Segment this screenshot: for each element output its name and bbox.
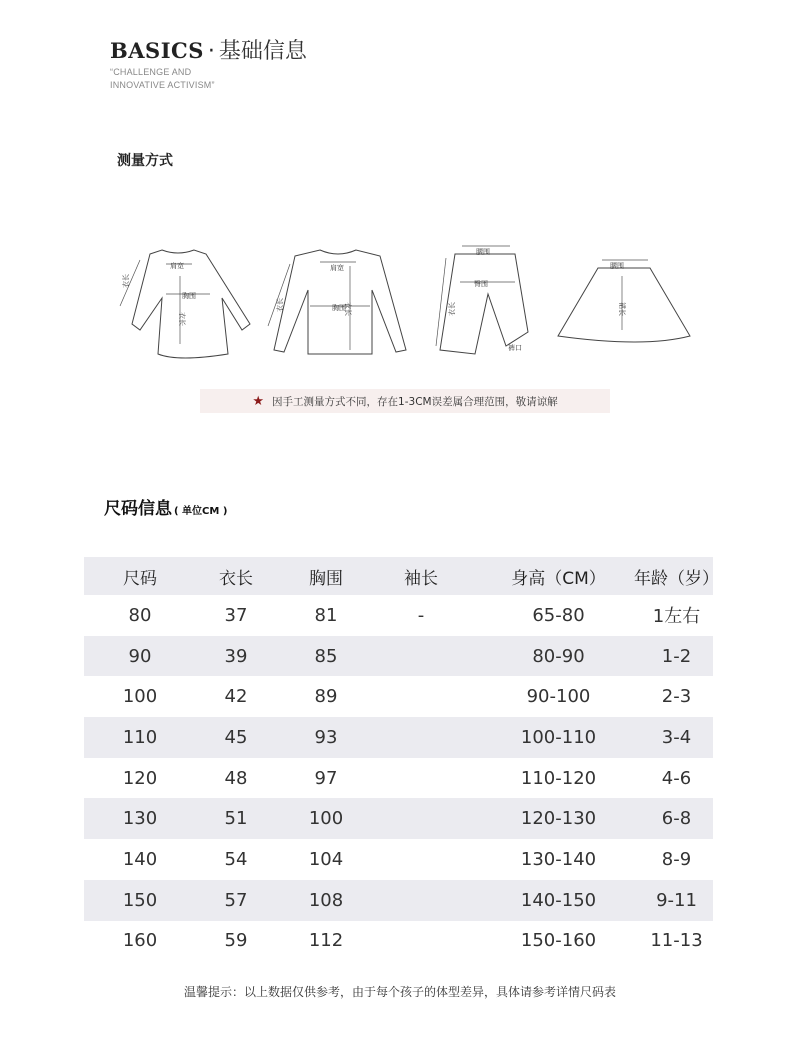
cell-age: 9-11 (656, 889, 697, 911)
cell-chest: 97 (314, 767, 338, 789)
cell-chest: 85 (314, 645, 338, 667)
cell-size: 160 (122, 930, 158, 952)
brand-name-en: BASICS (110, 38, 204, 63)
cell-chest: 108 (308, 889, 344, 911)
label-cuff: 裤口 (508, 344, 522, 352)
table-row (84, 595, 713, 636)
cell-height: 140-150 (520, 889, 597, 911)
cell-size: 140 (122, 848, 158, 870)
cell-size: 100 (122, 686, 158, 708)
top-outline-1 (132, 250, 250, 358)
table-row (84, 798, 713, 839)
slogan-line-2: INNOVATIVE ACTIVISM” (110, 80, 215, 90)
measure-title: 测量方式 (117, 153, 173, 169)
table-row (84, 758, 713, 799)
size-table (84, 557, 719, 961)
cell-age: 6-8 (661, 808, 692, 830)
cell-size: 120 (122, 767, 158, 789)
table-row (84, 921, 713, 962)
measurement-note (200, 389, 610, 413)
slogan (110, 66, 215, 92)
footer-tip: 温馨提示：以上数据仅供参考，由于每个孩子的体型差异，具体请参考详情尺码表 (183, 985, 616, 999)
label-skirt-length: 裙长 (618, 302, 626, 316)
cell-length: 54 (224, 848, 248, 870)
cell-size: 130 (122, 808, 158, 830)
cell-length: 45 (224, 726, 248, 748)
label-shoulder-1: 肩宽 (170, 262, 184, 270)
cell-length: 48 (224, 767, 248, 789)
brand-title (110, 34, 307, 65)
cell-length: 57 (224, 889, 248, 911)
cell-height: 90-100 (526, 686, 591, 708)
header-length: 衣长 (219, 568, 253, 589)
table-header-row (84, 557, 719, 595)
table-row (84, 839, 713, 880)
size-unit: ( 单位CM ) (174, 506, 228, 517)
cell-age: 8-9 (661, 848, 692, 870)
cell-chest: 104 (308, 848, 344, 870)
table-row (84, 636, 713, 677)
cell-age: 2-3 (661, 686, 692, 708)
label-shoulder-2: 肩宽 (330, 264, 344, 272)
brand-name-zh: 基础信息 (218, 39, 307, 64)
table-row (84, 717, 713, 758)
cell-sleeve (376, 880, 466, 921)
cell-length: 39 (224, 645, 248, 667)
cell-chest: 89 (314, 686, 338, 708)
label-length-1: 衣长 (178, 312, 186, 326)
size-title-text: 尺码信息 (104, 499, 172, 519)
cell-sleeve (376, 758, 466, 799)
cell-sleeve (376, 676, 466, 717)
cell-length: 37 (224, 604, 248, 626)
label-sleeve-1: 衣长 (122, 274, 130, 288)
cell-length: 59 (224, 930, 248, 952)
label-waist: 腰围 (476, 248, 490, 256)
cell-age: 11-13 (650, 930, 703, 952)
cell-height: 100-110 (520, 726, 597, 748)
cell-chest: 81 (314, 604, 338, 626)
label-hip: 臀围 (474, 280, 488, 288)
header-sleeve: 袖长 (404, 568, 438, 589)
label-pants-length: 衣长 (448, 302, 456, 316)
cell-age: 1-2 (661, 645, 692, 667)
cell-sleeve (376, 798, 466, 839)
header-age: 年龄（岁） (634, 568, 719, 589)
star-icon: ★ (252, 393, 265, 409)
cell-height: 130-140 (520, 848, 597, 870)
cell-height: 120-130 (520, 808, 597, 830)
cell-length: 42 (224, 686, 248, 708)
cell-chest: 100 (308, 808, 344, 830)
cell-size: 90 (128, 645, 152, 667)
cell-chest: 93 (314, 726, 338, 748)
table-row (84, 676, 713, 717)
table-row (84, 880, 713, 921)
cell-age: 3-4 (661, 726, 692, 748)
measurement-diagram (110, 232, 700, 367)
label-chest-2: 胸围 (332, 304, 346, 312)
cell-size: 110 (122, 726, 158, 748)
note-text: 因手工测量方式不同，存在1-3CM误差属合理范围，敬请谅解 (272, 395, 558, 408)
cell-height: 110-120 (520, 767, 597, 789)
cell-height: 150-160 (520, 930, 597, 952)
label-length-2: 衣长 (344, 302, 352, 316)
cell-sleeve (376, 717, 466, 758)
header-height: 身高（CM） (511, 568, 606, 589)
cell-height: 65-80 (532, 604, 585, 626)
header-chest: 胸围 (309, 568, 343, 589)
header-size: 尺码 (123, 568, 157, 589)
cell-sleeve (376, 636, 466, 677)
label-chest-1: 胸围 (182, 292, 196, 300)
cell-chest: 112 (308, 930, 344, 952)
cell-age: 4-6 (661, 767, 692, 789)
cell-sleeve (376, 921, 466, 962)
label-sleeve-2: 衣长 (276, 298, 284, 312)
size-info-title (104, 494, 227, 519)
cell-height: 80-90 (532, 645, 585, 667)
brand-separator: · (207, 39, 215, 64)
slogan-line-1: “CHALLENGE AND (110, 67, 192, 77)
cell-size: 150 (122, 889, 158, 911)
cell-sleeve (376, 839, 466, 880)
cell-sleeve: - (417, 604, 425, 626)
label-skirt-waist: 腰围 (610, 262, 624, 270)
cell-age: 1左右 (652, 606, 701, 628)
cell-length: 51 (224, 808, 248, 830)
cell-size: 80 (128, 604, 152, 626)
